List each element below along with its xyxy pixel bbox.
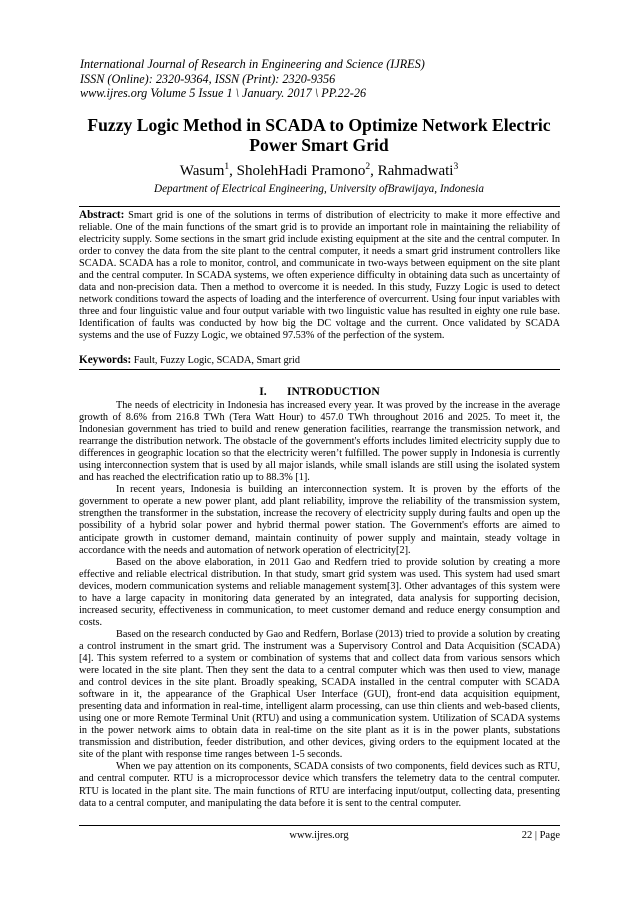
author-name: Rahmadwati: [377, 163, 454, 179]
abstract-label: Abstract:: [79, 209, 125, 221]
footer-url: www.ijres.org: [289, 830, 349, 841]
affiliation: Department of Electrical Engineering, University ofBrawijaya, Indonesia: [154, 183, 484, 195]
paper-title: Fuzzy Logic Method in SCADA to Optimize Network Electric Power Smart Grid: [87, 115, 551, 155]
abstract-top-rule: [79, 206, 560, 207]
page-number: 22 | Page: [521, 830, 560, 841]
abstract-text: Smart grid is one of the solutions in terms of distribution of electricity to make it more effective and reliable. One of the main functions of the smart grid is to provide an important role in maintaining the reliability of electricity supply. Some sections in the smart grid include existing equipment at the site and the central computer. In order to convey the data from the site plant to the central computer, it needs a smart grid instrument controllers like SCADA. SCADA has a role to monitor, control, and communicate in two-ways between equipment on the site plant and the central computer. In SCADA systems, we often experience difficulty in obtaining data such as uncertainty of data and non-precision data. Then a method to overcome it is needed. In this study, Fuzzy Logic is used to detect network conditions toward the aspects of loading and the interference of overcurrent. Using four input variables with three and four linguistic value and four output variable with two linguistic value has resulted in eighty one rule base. Identification of faults was conducted by how big the DC voltage and the current. Once validated by SCADA systems and the use of Fuzzy Logic, we obtained 97.53% of the perfection of the system.: [79, 210, 560, 342]
section-number: I.: [259, 385, 267, 398]
section-title: INTRODUCTION: [286, 385, 380, 398]
paragraph: The needs of electricity in Indonesia has increased every year. It was proved by the increase in the average growth of 8.6% from 216.8 TWh (Tera Watt Hour) to 457.0 TWh throughout 2016 and 2025. To meet it, the Indonesian government has tried to build and renew generation facilities, rearrange the transmission network, and rearrange the distribution network. The obstacle of the government's efforts includes limited electricity supply due to differences in geographic location so that the electricity weren’t fulfilled. The power supply in Indonesia is currently using interconnection system that is used by all major islands, while small islands are still using the isolated system and has reached the electrification ratio up to 88.3% [1].: [79, 400, 560, 484]
paragraph: Based on the above elaboration, in 2011 Gao and Redfern tried to provide solution by creating a more effective and reliable electrical distribution. In that study, smart grid system was used. This system had used smart devices, modern communication systems and reliable management system[3]. Other advantages of this system were to have a large capacity in monitoring data generated by an integrated, data analysis for supporting decision, increased security, effectiveness in communication, to meet customer demand and reduce energy consumption and costs.: [79, 556, 560, 628]
author-name: SholehHadi Pramono: [236, 163, 366, 179]
journal-volume: www.ijres.org Volume 5 Issue 1 \ January. 2017 \ PP.22-26: [80, 86, 367, 101]
footer-rule: [79, 825, 560, 826]
keywords-text: Fault, Fuzzy Logic, SCADA, Smart grid: [133, 355, 301, 366]
author-affil-mark: 3: [453, 162, 459, 172]
keywords-line: [79, 354, 560, 367]
journal-name: International Journal of Research in Engineering and Science (IJRES): [80, 57, 425, 71]
author-separator: ,: [229, 163, 237, 179]
abstract-bottom-rule: [79, 369, 560, 370]
paragraph: In recent years, Indonesia is building an interconnection system. It is proven by the efforts of the government to operate a new power plant, add plant reliability, improve the reliability of the transmission system, strengthen the transformer in the substation, increase the recovery of electricity supply during faults and open up the possibility of a hybrid solar power and hybrid thermal power station. The Government's efforts are aimed to anticipate growth in customer demand, maintain continuity of power supply and maintain, steady voltage in accordance with the needs and automation of network operation of electricity[2].: [79, 484, 560, 556]
paragraph: When we pay attention on its components, SCADA consists of two components, field devices such as RTU, and central computer. RTU is a microprocessor device which transfers the telemetry data to the central computer. RTU is located in the plant site. The main functions of RTU are interfacing input/output, collecting data, presenting data to a central computer, and manipulating the data before it is sent to the central computer.: [79, 761, 560, 809]
journal-issn: ISSN (Online): 2320-9364, ISSN (Print): 2320-9356: [80, 71, 336, 86]
abstract-block: [79, 209, 560, 343]
journal-header: [80, 57, 560, 101]
keywords-label: Keywords:: [79, 354, 132, 366]
author-name: Wasum: [179, 163, 225, 179]
paragraph: Based on the research conducted by Gao and Redfern, Borlase (2013) tried to provide a solution by creating a control instrument in the smart grid. The instrument was a Supervisory Control and Data Acquisition (SCADA) [4]. This system referred to a system or combination of systems that and collect data from various sensors which were located in the site plant. Then they sent the data to a central computer which was then used to view, manage and control devices in the site plant. Broadly speaking, SCADA installed in the central computer with SCADA software in it, the appearance of the Graphical User Interface (GUI), front-end data acquisition equipment, presenting data and information in real-time, intelligent alarm processing, can use thin clients and web-based clients, using one or more Remote Terminal Unit (RTU) and using a communication system. Utilization of SCADA systems in the power network aims to obtain data in real-time on the site plant as it is in the power plants, substations transmission and distribution, feeder distribution, and other devices, giving orders to the equipment located at the site of the plant with response time ranges between 1-5 seconds.: [79, 628, 560, 761]
author-separator: ,: [370, 163, 378, 179]
body-text: [79, 400, 560, 810]
author-affil-mark: 1: [224, 162, 230, 172]
author-affil-mark: 2: [365, 162, 371, 172]
author-line: [70, 162, 568, 180]
section-heading: [79, 385, 560, 399]
